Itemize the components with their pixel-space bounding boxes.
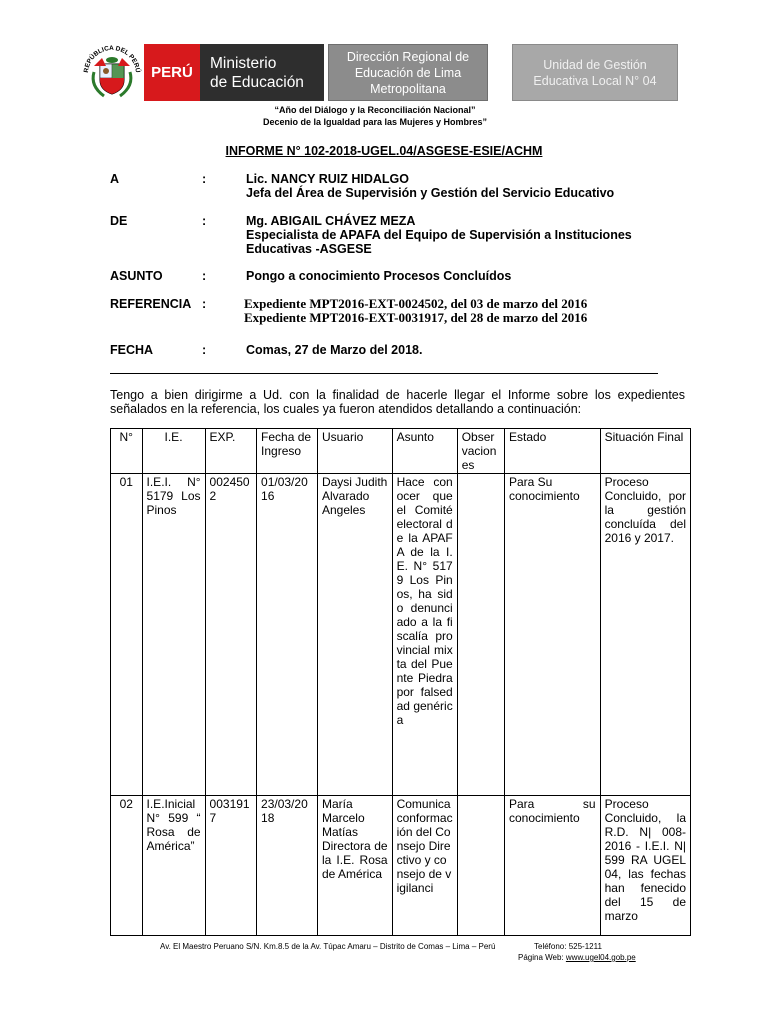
meta-referencia-line1: Expediente MPT2016-EXT-0024502, del 03 de marzo del 2016 — [244, 296, 588, 311]
header-estado: Estado — [504, 429, 600, 474]
header-n: N° — [111, 429, 143, 474]
cell-exp: 0031917 — [205, 796, 256, 936]
coat-of-arms-icon — [80, 44, 144, 101]
footer-address: Av. El Maestro Peruano S/N. Km.8.5 de la Av. Túpac Amaru – Distrito de Comas – Lima – Perú — [160, 942, 496, 951]
meta-asunto-label: ASUNTO — [110, 269, 163, 283]
expedientes-table — [110, 428, 691, 936]
header-usuario: Usuario — [317, 429, 392, 474]
cell-exp: 0024502 — [205, 474, 256, 796]
motto-line2: Decenio de la Igualdad para las Mujeres y Hombres” — [262, 117, 488, 127]
cell-usuario: María Marcelo Matías Directora de la I.E. Rosa de América — [317, 796, 392, 936]
header-asunto: Asunto — [392, 429, 457, 474]
meta-referencia-label: REFERENCIA — [110, 297, 192, 311]
meta-fecha-colon: : — [202, 343, 207, 357]
cell-fecha: 23/03/2018 — [257, 796, 318, 936]
cell-asunto: Comunica conformación del Consejo Directivo y consejo de vigilanci — [392, 796, 457, 936]
meta-de-value — [246, 214, 666, 256]
ministry-line1: Ministerio — [210, 54, 277, 72]
dre-line2: Educación de Lima — [354, 65, 462, 80]
ugel-line2: Educativa Local N° 04 — [533, 73, 657, 88]
footer-web — [518, 952, 636, 964]
table-row — [111, 796, 691, 936]
meta-referencia-colon: : — [202, 297, 207, 311]
seal-text: REPÚBLICA DEL PERÚ — [82, 44, 142, 74]
meta-asunto — [110, 269, 670, 285]
cell-observaciones — [457, 474, 504, 796]
cell-estado: Para Su conocimiento — [504, 474, 600, 796]
ugel-name — [512, 44, 678, 101]
footer-phone: Teléfono: 525-1211 — [534, 942, 602, 951]
cell-situacion: Proceso Concluido, por la gestión concluída del 2016 y 2017. — [600, 474, 690, 796]
meta-de-label: DE — [110, 214, 128, 228]
meta-a-line2: Jefa del Área de Supervisión y Gestión del Servicio Educativo — [246, 186, 615, 200]
header-fecha: Fecha de Ingreso — [257, 429, 318, 474]
meta-fecha-label: FECHA — [110, 343, 154, 357]
header-ie: I.E. — [142, 429, 205, 474]
intro-paragraph: Tengo a bien dirigirme a Ud. con la finalidad de hacerle llegar el Informe sobre los expedientes señalados en la referencia, los cuales ya fueron atendidos detallando a continuación: — [110, 388, 685, 416]
ministry-name — [200, 44, 324, 101]
meta-fecha-value: Comas, 27 de Marzo del 2018. — [246, 343, 423, 357]
meta-fecha — [110, 343, 670, 359]
table-header-row — [111, 429, 691, 474]
letterhead — [80, 44, 657, 101]
meta-referencia — [110, 297, 690, 327]
document-title: INFORME N° 102-2018-UGEL.04/ASGESE-ESIE/ACHM — [225, 144, 543, 158]
meta-de-colon: : — [202, 214, 207, 228]
meta-asunto-value: Pongo a conocimiento Procesos Concluídos — [246, 269, 512, 283]
cell-usuario: Daysi Judith Alvarado Angeles — [317, 474, 392, 796]
footer-web-label: Página Web: — [518, 953, 566, 962]
meta-referencia-value — [244, 297, 690, 325]
cell-situacion: Proceso Concluido, la R.D. N| 008-2016 - I.E.I. N| 599 RA UGEL 04, las fechas han fenecido del 15 de marzo — [600, 796, 690, 936]
cell-asunto: Hace conocer que el Comité electoral de la APAFA de la I.E. N° 5179 Los Pinos, ha sido denunciado a la fiscalía provincial mixta del Puente Piedra por falsedad genérica — [392, 474, 457, 796]
header-exp: EXP. — [205, 429, 256, 474]
motto — [0, 104, 768, 128]
meta-referencia-line2: Expediente MPT2016-EXT-0031917, del 28 de marzo del 2016 — [244, 310, 588, 325]
header-observaciones: Observaciones — [457, 429, 504, 474]
cell-n: 01 — [111, 474, 143, 796]
cell-ie: I.E.I. N° 5179 Los Pinos — [142, 474, 205, 796]
cell-n: 02 — [111, 796, 143, 936]
meta-de — [110, 214, 670, 258]
meta-a — [110, 172, 670, 202]
meta-a-value — [246, 172, 666, 200]
meta-a-label: A — [110, 172, 120, 186]
meta-a-line1: Lic. NANCY RUIZ HIDALGO — [246, 172, 409, 186]
header-situacion: Situación Final — [600, 429, 690, 474]
motto-line1: “Año del Diálogo y la Reconciliación Nacional” — [274, 105, 476, 115]
table-row — [111, 474, 691, 796]
cell-estado: Para su conocimiento — [504, 796, 600, 936]
dre-line3: Metropolitana — [370, 81, 446, 96]
footer-web-link[interactable]: www.ugel04.gob.pe — [565, 953, 636, 962]
cell-ie: I.E.Inicial N° 599 “ Rosa de América” — [142, 796, 205, 936]
divider — [110, 373, 658, 374]
meta-asunto-colon: : — [202, 269, 207, 283]
cell-observaciones — [457, 796, 504, 936]
meta-de-line1: Mg. ABIGAIL CHÁVEZ MEZA — [246, 214, 416, 228]
meta-de-line3: Educativas -ASGESE — [246, 242, 372, 256]
peru-label: PERÚ — [144, 44, 200, 101]
cell-fecha: 01/03/2016 — [257, 474, 318, 796]
ministry-line2: de Educación — [210, 73, 304, 91]
meta-de-line2: Especialista de APAFA del Equipo de Supervisión a Instituciones — [246, 228, 632, 242]
ugel-line1: Unidad de Gestión — [543, 57, 647, 72]
dre-line1: Dirección Regional de — [346, 49, 470, 64]
meta-a-colon: : — [202, 172, 207, 186]
dre-name — [328, 44, 488, 101]
